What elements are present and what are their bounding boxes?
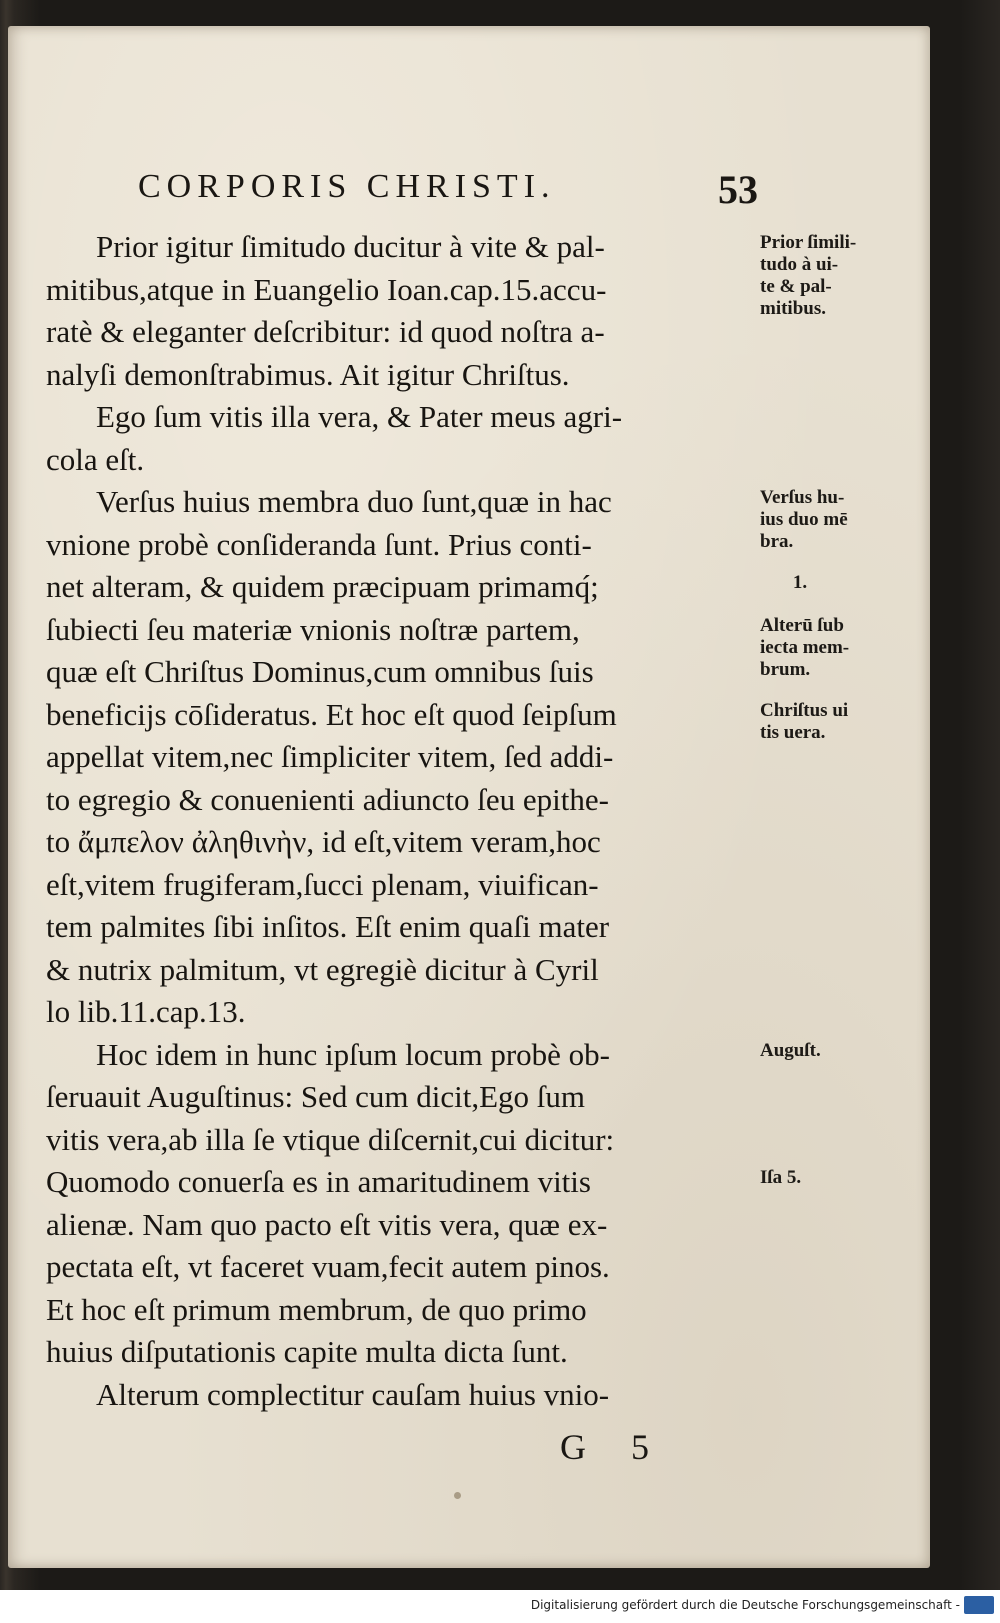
text-line: mitibus,atque in Euangelio Ioan.cap.15.accu- — [46, 271, 607, 307]
text-line: ratè & eleganter deſcribitur: id quod noſtra a- — [46, 314, 605, 349]
funding-credit: Digitalisierung gefördert durch die Deutsche Forschungsgemeinschaft - — [530, 1598, 960, 1612]
text-line: pectata eſt, vt faceret vuam,fecit autem pinos. — [46, 1249, 610, 1284]
text-line: ſeruauit Auguſtinus: Sed cum dicit,Ego ſum — [46, 1079, 586, 1114]
text-line: alienæ. Nam quo pacto eſt vitis vera, quæ ex- — [46, 1206, 608, 1242]
body-text — [46, 226, 752, 1416]
text-line: & nutrix palmitum, vt egregiè dicitur à Cyril — [46, 951, 599, 987]
page-number: 53 — [718, 167, 758, 212]
text-line: Et hoc eſt primum membrum, de quo primo — [46, 1291, 587, 1327]
text-line: ſubiecti ſeu materiæ vnionis noſtræ partem, — [46, 611, 580, 647]
text-line: to egregio & conuenienti adiuncto ſeu epithe- — [46, 781, 609, 817]
margin-note: Prior ſimili- tudo à ui- te & pal- mitibus. — [760, 232, 857, 319]
dfg-logo-icon — [964, 1596, 994, 1614]
text-line: huius diſputationis capite multa dicta ſunt. — [46, 1334, 568, 1369]
text-line: appellat vitem,nec ſimpliciter vitem, ſed addi- — [46, 739, 614, 774]
text-line: net alteram, & quidem præcipuam primamq́; — [46, 569, 599, 604]
margin-note: Iſa 5. — [760, 1167, 802, 1188]
margin-note: Alterū ſub iecta mem- brum. — [760, 614, 850, 680]
running-title: CORPORIS CHRISTI. — [138, 168, 556, 205]
running-head — [138, 168, 758, 218]
text-line: Hoc idem in hunc ipſum locum probè ob- — [96, 1036, 610, 1072]
text-line: tem palmites ſibi inſitos. Eſt enim quaſi mater — [46, 909, 610, 944]
text-line: Quomodo conuerſa es in amaritudinem vitis — [46, 1164, 591, 1199]
text-line: Alterum complectitur cauſam huius vnio- — [96, 1376, 610, 1412]
text-line: Verſus huius membra duo ſunt,quæ in hac — [96, 484, 612, 519]
margin-note: Verſus hu- ius duo mē bra. — [760, 487, 848, 552]
margin-note: Auguſt. — [760, 1039, 821, 1061]
text-line: quæ eſt Chriſtus Dominus,cum omnibus ſuis — [46, 654, 594, 689]
book-page — [8, 26, 930, 1568]
text-line: vnione probè conſideranda ſunt. Prius conti- — [46, 526, 592, 562]
signature-mark: G 5 — [560, 1427, 667, 1467]
paper-spot — [454, 1492, 461, 1499]
text-line: beneficijs cōſideratus. Et hoc eſt quod ſeipſum — [46, 696, 617, 732]
text-line: vitis vera,ab illa ſe vtique diſcernit,cui dicitur: — [46, 1121, 615, 1157]
text-line: lo lib.11.cap.13. — [46, 994, 246, 1029]
text-line: eſt,vitem frugiferam,ſucci plenam, viuifican- — [46, 866, 599, 902]
text-line: Prior igitur ſimitudo ducitur à vite & pal- — [96, 229, 605, 264]
margin-note: Chriſtus ui tis uera. — [760, 699, 849, 743]
text-line: nalyſi demonſtrabimus. Ait igitur Chriſtus. — [46, 356, 570, 392]
text-line: Ego ſum vitis illa vera, & Pater meus agri- — [96, 399, 623, 434]
margin-note: 1. — [792, 572, 808, 593]
text-line: cola eſt. — [46, 441, 145, 477]
footer-bar — [0, 1590, 1000, 1623]
text-line: to ἄμπελον ἀληθινὴν, id eſt,vitem veram,hoc — [46, 824, 601, 859]
